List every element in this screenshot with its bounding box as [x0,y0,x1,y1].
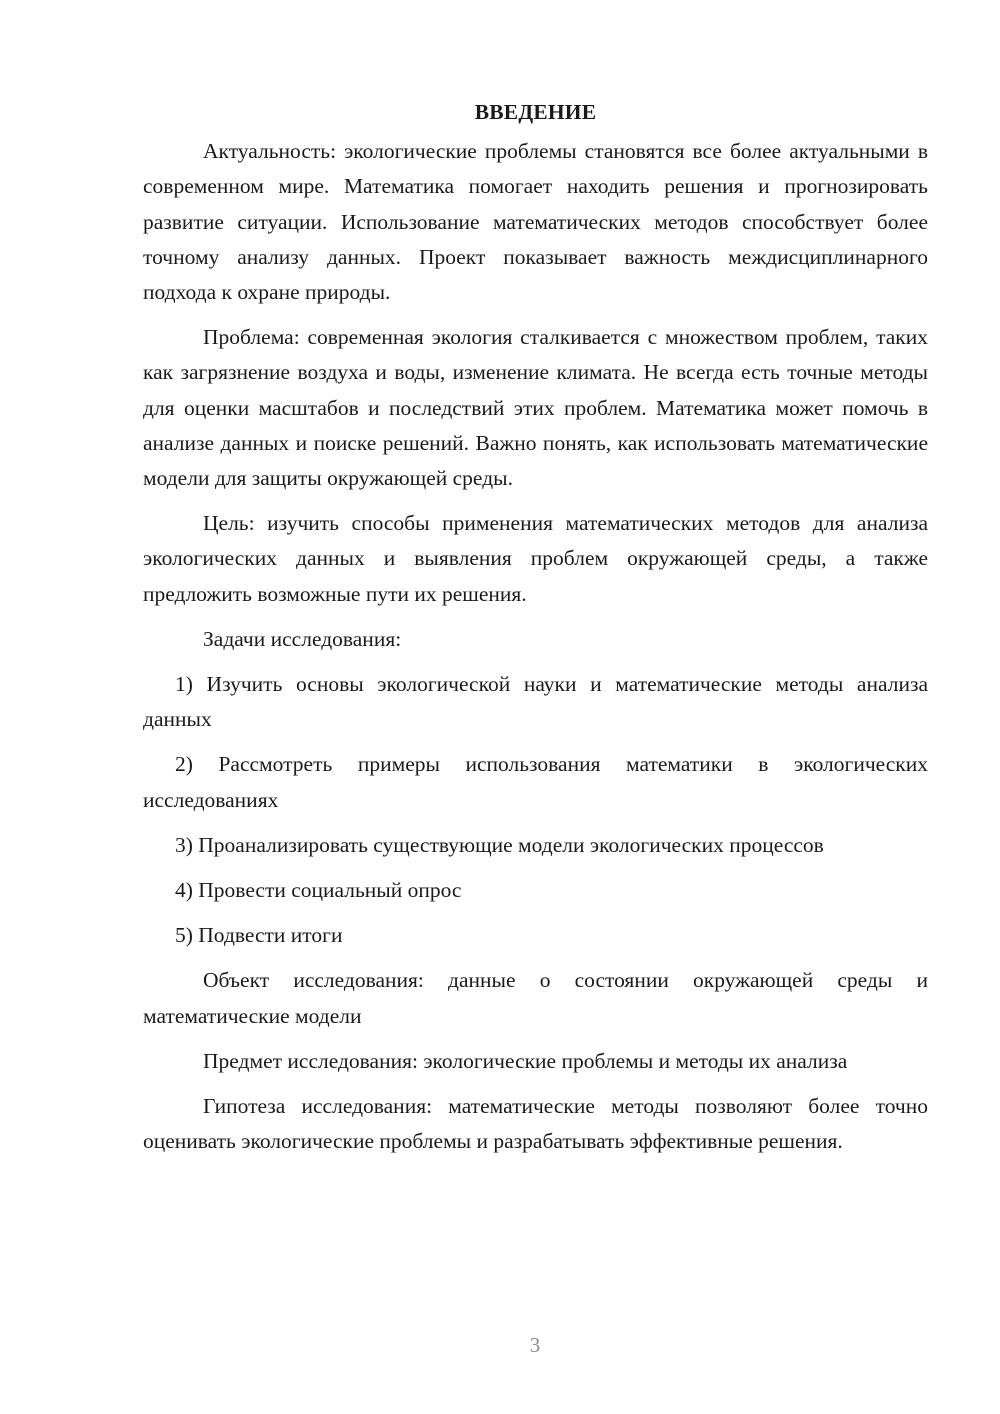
problem-paragraph: Проблема: современная экология сталкивается с множеством проблем, таких как загрязнение воздуха и воды, изменение климата. Не всегда есть точные методы для оценки масштабов и последствий этих проблем. Математика может помочь в анализе данных и поиске решений. Важно понять, как использовать математические модели для защиты окружающей среды. [143,325,928,491]
task-item: 1) Изучить основы экологической науки и математические методы анализа данных [143,672,928,732]
task-item: 2) Рассмотреть примеры использования математики в экологических исследованиях [143,752,928,812]
task-item: 3) Проанализировать существующие модели экологических процессов [175,832,824,857]
page-body [143,95,928,1169]
tasks-label: Задачи исследования: [203,626,402,651]
page-number: 3 [529,1333,541,1357]
object-paragraph: Объект исследования: данные о состоянии окружающей среды и математические модели [143,968,928,1028]
task-item: 5) Подвести итоги [175,923,343,948]
goal-paragraph: Цель: изучить способы применения математических методов для анализа экологических данных и выявления проблем окружающей среды, а также предложить возможные пути их решения. [143,511,928,606]
relevance-paragraph: Актуальность: экологические проблемы становятся все более актуальными в современном мире. Математика помогает находить решения и прогнозировать развитие ситуации. Использование математических методов способствует более точному анализу данных. Проект показывает важность междисциплинарного подхода к охране природы. [143,139,928,305]
task-item: 4) Провести социальный опрос [175,878,462,903]
section-heading: ВВЕДЕНИЕ [474,100,597,124]
subject-paragraph: Предмет исследования: экологические проблемы и методы их анализа [203,1048,848,1073]
hypothesis-paragraph: Гипотеза исследования: математические методы позволяют более точно оценивать экологические проблемы и разрабатывать эффективные решения. [143,1094,928,1154]
